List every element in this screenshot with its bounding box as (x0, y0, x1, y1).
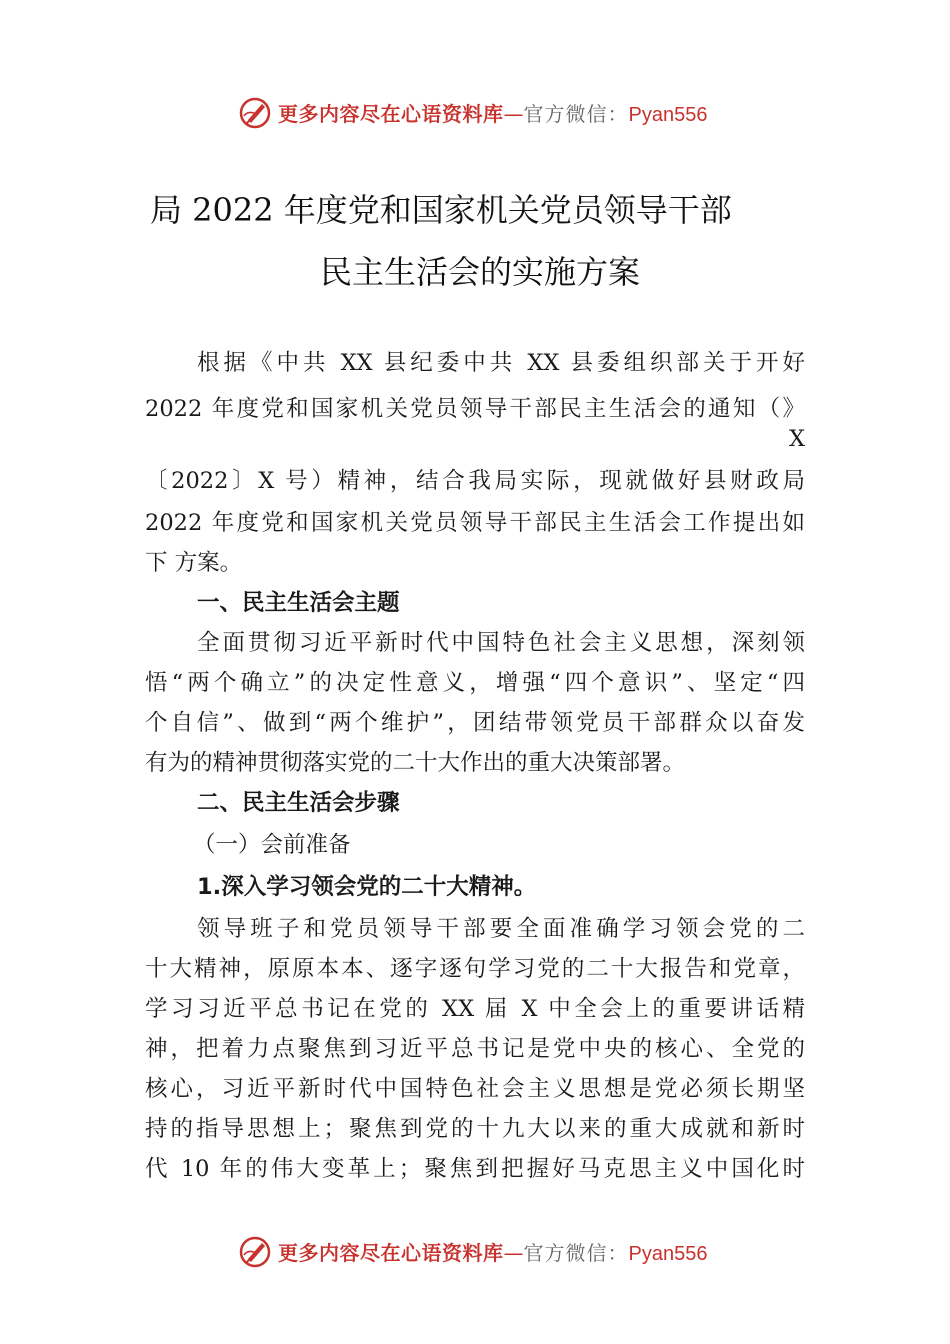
banner-title: 更多内容尽在心语资料库 (278, 102, 504, 126)
paragraph-line: 2022 年度党和国家机关党员领导干部民主生活会的通知（》 (145, 396, 805, 422)
section-heading: 一、民主生活会主题 (197, 590, 400, 616)
paragraph-line: 个自信”、做到“两个维护”，团结带领党员干部群众以奋发 (145, 710, 805, 736)
banner-wechat-label: 官方微信： (523, 102, 629, 126)
document-title-line-1: 局 2022 年度党和国家机关党员领导干部 (150, 191, 732, 229)
paragraph-line: 有为的精神贯彻落实党的二十大作出的重大决策部署。 (145, 750, 686, 776)
paragraph-line: 〔2022〕X 号）精神，结合我局实际，现就做好县财政局 (145, 468, 805, 494)
banner-title: 更多内容尽在心语资料库 (278, 1241, 504, 1265)
paragraph-line: 悟“两个确立”的决定性意义，增强“四个意识”、坚定“四 (145, 670, 805, 696)
footer-banner (0, 1233, 950, 1273)
banner-wechat-label: 官方微信： (523, 1241, 629, 1265)
banner-wechat-id: Pyan556 (628, 104, 708, 126)
paragraph-line: 2022 年度党和国家机关党员领导干部民主生活会工作提出如 (145, 510, 805, 536)
item-heading: 1.深入学习领会党的二十大精神。 (197, 874, 537, 900)
banner-wechat-id: Pyan556 (628, 1243, 708, 1265)
subsection-heading: （一）会前准备 (193, 832, 351, 858)
paragraph-line: 持的指导思想上；聚焦到党的十九大以来的重大成就和新时 (145, 1116, 805, 1142)
document-title-line-2: 民主生活会的实施方案 (320, 253, 641, 291)
header-banner (0, 94, 950, 134)
paragraph-line: 代 10 年的伟大变革上；聚焦到把握好马克思主义中国化时 (145, 1156, 805, 1182)
paragraph-line: 学习习近平总书记在党的 XX 届 X 中全会上的重要讲话精 (145, 996, 805, 1022)
paragraph-line: 根据《中共 XX 县纪委中共 XX 县委组织部关于开好 (197, 350, 805, 376)
paragraph-line: 全面贯彻习近平新时代中国特色社会主义思想，深刻领 (197, 630, 805, 656)
paragraph-line: X (788, 426, 805, 452)
paragraph-line: 下 方案。 (145, 550, 243, 576)
pen-seal-icon (238, 1235, 272, 1269)
paragraph-line: 核心，习近平新时代中国特色社会主义思想是党必须长期坚 (145, 1076, 805, 1102)
banner-dash: — (503, 102, 524, 126)
section-heading: 二、民主生活会步骤 (197, 790, 400, 816)
paragraph-line: 神，把着力点聚焦到习近平总书记是党中央的核心、全党的 (145, 1036, 805, 1062)
banner-dash: — (503, 1241, 524, 1265)
pen-seal-icon (238, 96, 272, 130)
paragraph-line: 领导班子和党员领导干部要全面准确学习领会党的二 (197, 916, 805, 942)
paragraph-line: 十大精神，原原本本、逐字逐句学习党的二十大报告和党章， (145, 956, 805, 982)
